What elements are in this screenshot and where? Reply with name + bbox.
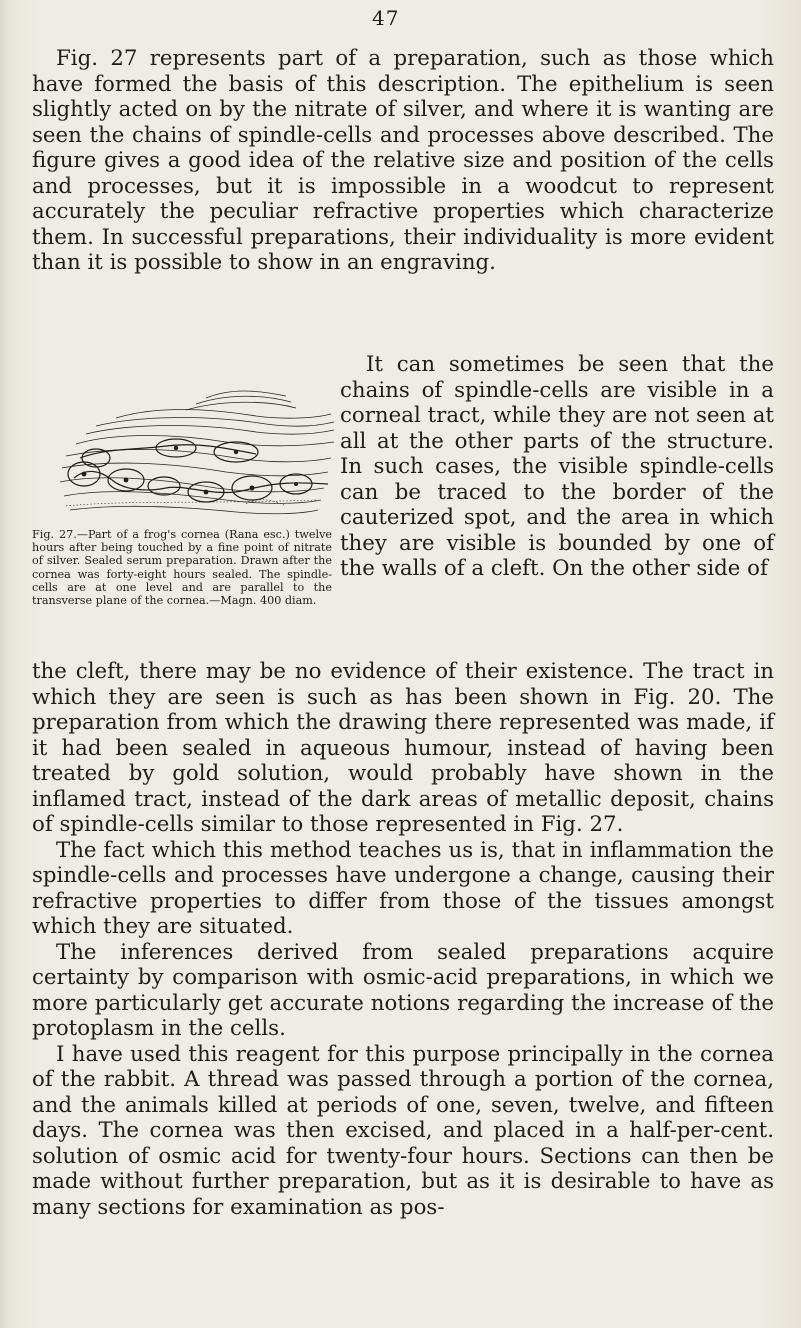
top-text-block (32, 46, 774, 276)
figure-hatching-line (96, 418, 334, 427)
figure-hatching-line (64, 492, 321, 504)
caption-label: Fig. 27. (32, 528, 77, 541)
figure-hatching-line (86, 426, 334, 435)
figure-nucleus (294, 482, 298, 486)
figure-hatching-line (206, 391, 286, 398)
paragraph-inflammation-fact: The fact which this method teaches us is, that in inflammation the spindle-cells and processes have undergone a change, causing their refractive properties to differ from those of the tissues amongst which they are situated. (32, 837, 774, 939)
caption-text: —Part of a frog's cornea (Rana esc.) twelve hours after being touched by a fine point of nitrate of silver. Sealed serum preparation. Drawn after the cornea was forty-eight hours sealed. The spindle-cells are at one level and are parallel to the transverse plane of the cornea.—Magn. 400 diam. (32, 528, 333, 608)
paragraph-beside-figure: It can sometimes be seen that the chains of spindle-cells are visible in a corneal tract, while they are not seen at all at the other parts of the structure. In such cases, the visible spindle-cells can be traced to the border of the cauterized spot, and the area in which they are visible is bounded by one of the walls of a cleft. On the other side of (340, 352, 774, 581)
figure-nucleus (234, 450, 238, 454)
figure-hatching-line (196, 396, 291, 404)
figure-cell-outline (148, 477, 180, 495)
figure-nucleus (204, 490, 209, 495)
paragraph-fig27-description: Fig. 27 represents part of a preparation, such as those which have formed the basis of this description. The epithelium is seen slightly acted on by the nitrate of silver, and where it is wanting are seen the chains of spindle-cells and processes above described. The figure gives a good idea of the relative size and position of the cells and processes, but it is impossible in a woodcut to represent accurately the peculiar refractive properties which characterize them. In successful preparations, their individuality is more evident than it is possible to show in an engraving. (32, 46, 774, 275)
figure-hatching-line (60, 478, 324, 492)
figure-hatching-line (116, 410, 331, 419)
bottom-text-block (32, 659, 774, 1220)
paragraph-rabbit-cornea: I have used this reagent for this purpose principally in the cornea of the rabbit. A thread was passed through a portion of the cornea, and the animals killed at periods of one, seven, twelve, and fifteen days. The cornea was then excised, and placed in a half-per-cent. solution of osmic acid for twenty-four hours. Sections can then be made without further preparation, but as it is desirable to have as many sections for examination as pos- (32, 1041, 774, 1220)
text-beside-figure (340, 352, 774, 582)
figure-nucleus (82, 472, 87, 477)
figure-hatching-line (76, 436, 334, 446)
figure-hatching-line (186, 402, 296, 410)
paragraph-continuation: the cleft, there may be no evidence of their existence. The tract in which they are seen is such as has been shown in Fig. 20. The preparation from which the drawing there represented was made, if it had been sealed in aqueous humour, instead of having been treated by gold solution, would probably have shown in the inflamed tract, instead of the dark areas of metallic deposit, chains of spindle-cells similar to those represented in Fig. 27. (32, 659, 774, 837)
figure-27-caption (32, 528, 332, 607)
page-number: 47 (372, 6, 400, 30)
paragraph-osmic-acid-inferences: The inferences derived from sealed preparations acquire certainty by comparison with osmic-acid preparations, in which we more particularly get accurate notions regarding the increase of the protoplasm in the cells. (32, 939, 774, 1041)
figure-nucleus (174, 446, 178, 450)
figure-hatching-line (70, 506, 318, 513)
figure-nucleus (124, 478, 129, 483)
figure-27-woodcut (56, 388, 336, 520)
figure-nucleus (250, 486, 255, 491)
